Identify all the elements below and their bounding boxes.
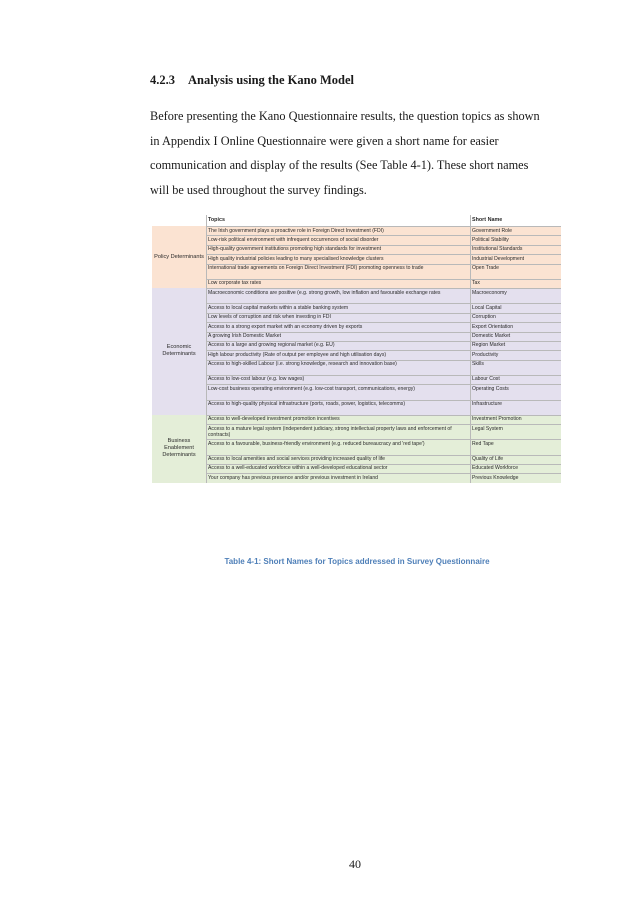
short-name-cell: Political Stability xyxy=(472,236,509,243)
table-row xyxy=(206,360,561,376)
short-name-cell: Infrastructure xyxy=(472,401,503,408)
topic-cell: Your company has previous presence and/or previous investment in Ireland xyxy=(208,474,378,481)
short-name-cell: Local Capital xyxy=(472,304,502,311)
intro-paragraph xyxy=(150,104,550,202)
topic-cell: The Irish government plays a proactive role in Foreign Direct Investment (FDI) xyxy=(208,227,384,234)
column-divider xyxy=(206,215,207,483)
category-label: Economic Determinants xyxy=(162,344,196,358)
table-row xyxy=(206,264,561,280)
short-name-cell: Institutional Standards xyxy=(472,246,523,253)
header-short-name: Short Name xyxy=(472,217,503,223)
topic-cell: Access to a well-educated workforce within a well-developed educational sector xyxy=(208,465,388,472)
category-label: Business Enablement Determinants xyxy=(162,438,196,459)
topic-cell: Access to low-cost labour (e.g. low wages) xyxy=(208,376,305,383)
short-name-cell: Educated Workforce xyxy=(472,465,519,472)
short-name-cell: Tax xyxy=(472,280,480,287)
category-label: Policy Determinants xyxy=(154,253,204,260)
topic-cell: Access to high-skilled Labour (i.e. strong knowledge, research and innovation base) xyxy=(208,361,397,368)
topic-cell: Access to well-developed investment promotion incentives xyxy=(208,416,340,423)
topic-cell: Access to local capital markets within a stable banking system xyxy=(208,304,349,311)
topic-cell: Access to a favourable, business-friendly environment (e.g. reduced bureaucracy and 'red tape') xyxy=(208,440,425,447)
header-topics: Topics xyxy=(208,217,225,223)
category-block xyxy=(152,415,561,483)
table-row xyxy=(206,439,561,455)
short-name-cell: Productivity xyxy=(472,351,499,358)
table-row xyxy=(206,400,561,416)
table-row xyxy=(206,288,561,304)
category-block xyxy=(152,226,561,288)
section-number: 4.2.3 xyxy=(150,73,175,87)
short-name-cell: Red Tape xyxy=(472,440,494,447)
topic-cell: Access to local amenities and social services providing increased quality of life xyxy=(208,456,385,463)
topic-cell: Access to a mature legal system (independent judiciary, strong intellectual property laws and enforcement of contracts) xyxy=(208,425,452,438)
paragraph-line: communication and display of the results (See Table 4-1). These short names xyxy=(150,158,529,173)
short-name-cell: Labour Cost xyxy=(472,376,500,383)
table-header-row xyxy=(152,215,561,226)
paragraph-line: will be used throughout the survey findings. xyxy=(150,182,367,197)
short-name-cell: Previous Knowledge xyxy=(472,474,519,481)
topic-cell: Low corporate tax rates xyxy=(208,280,262,287)
short-name-cell: Macroeconomy xyxy=(472,289,507,296)
table-row xyxy=(206,473,561,483)
topic-cell: Access to a strong export market with an economy driven by exports xyxy=(208,323,363,330)
category-block xyxy=(152,288,561,415)
topic-cell: High-quality government institutions promoting high standards for investment xyxy=(208,246,381,253)
short-name-cell: Operating Costs xyxy=(472,385,509,392)
short-name-cell: Open Trade xyxy=(472,265,499,272)
short-name-cell: Export Orientation xyxy=(472,323,514,330)
table-row xyxy=(206,424,561,440)
topic-cell: Low-risk political environment with infrequent occurrences of social disorder xyxy=(208,236,379,243)
short-name-cell: Investment Promotion xyxy=(472,416,522,423)
short-name-cell: Corruption xyxy=(472,314,496,321)
topic-cell: Access to a large and growing regional market (e.g. EU) xyxy=(208,342,335,349)
topic-cell: Low levels of corruption and risk when investing in FDI xyxy=(208,314,331,321)
topic-cell: Low-cost business operating environment (e.g. low-cost transport, communications, energy) xyxy=(208,385,415,392)
table-row xyxy=(206,384,561,400)
short-name-cell: Legal System xyxy=(472,425,503,432)
page-number: 40 xyxy=(349,857,361,871)
short-name-cell: Region Market xyxy=(472,342,506,349)
topic-cell: International trade agreements on Foreign Direct Investment (FDI) promoting openness to trade xyxy=(208,265,424,272)
topic-cell: High quality industrial policies leading to many specialised knowledge clusters xyxy=(208,255,384,262)
short-names-table xyxy=(152,215,561,550)
topic-cell: Access to high-quality physical infrastructure (ports, roads, power, logistics, telecomms) xyxy=(208,401,406,408)
column-divider xyxy=(470,215,471,483)
short-name-cell: Skills xyxy=(472,361,484,368)
short-name-cell: Industrial Development xyxy=(472,255,525,262)
topic-cell: A growing Irish Domestic Market xyxy=(208,333,282,340)
short-name-cell: Government Role xyxy=(472,227,512,234)
paragraph-line: Before presenting the Kano Questionnaire results, the question topics as shown xyxy=(150,109,540,123)
table-caption: Table 4-1: Short Names for Topics addressed in Survey Questionnaire xyxy=(224,557,490,566)
topic-cell: High labour productivity (Rate of output per employee and high utilisation days) xyxy=(208,351,387,358)
short-name-cell: Domestic Market xyxy=(472,333,511,340)
short-name-cell: Quality of Life xyxy=(472,456,504,463)
topic-cell: Macroeconomic conditions are positive (e.g. strong growth, low inflation and favourable exchange rates xyxy=(208,289,441,296)
section-title: Analysis using the Kano Model xyxy=(188,73,355,87)
paragraph-line: in Appendix I Online Questionnaire were given a short name for easier xyxy=(150,133,499,148)
section-heading xyxy=(150,73,354,88)
